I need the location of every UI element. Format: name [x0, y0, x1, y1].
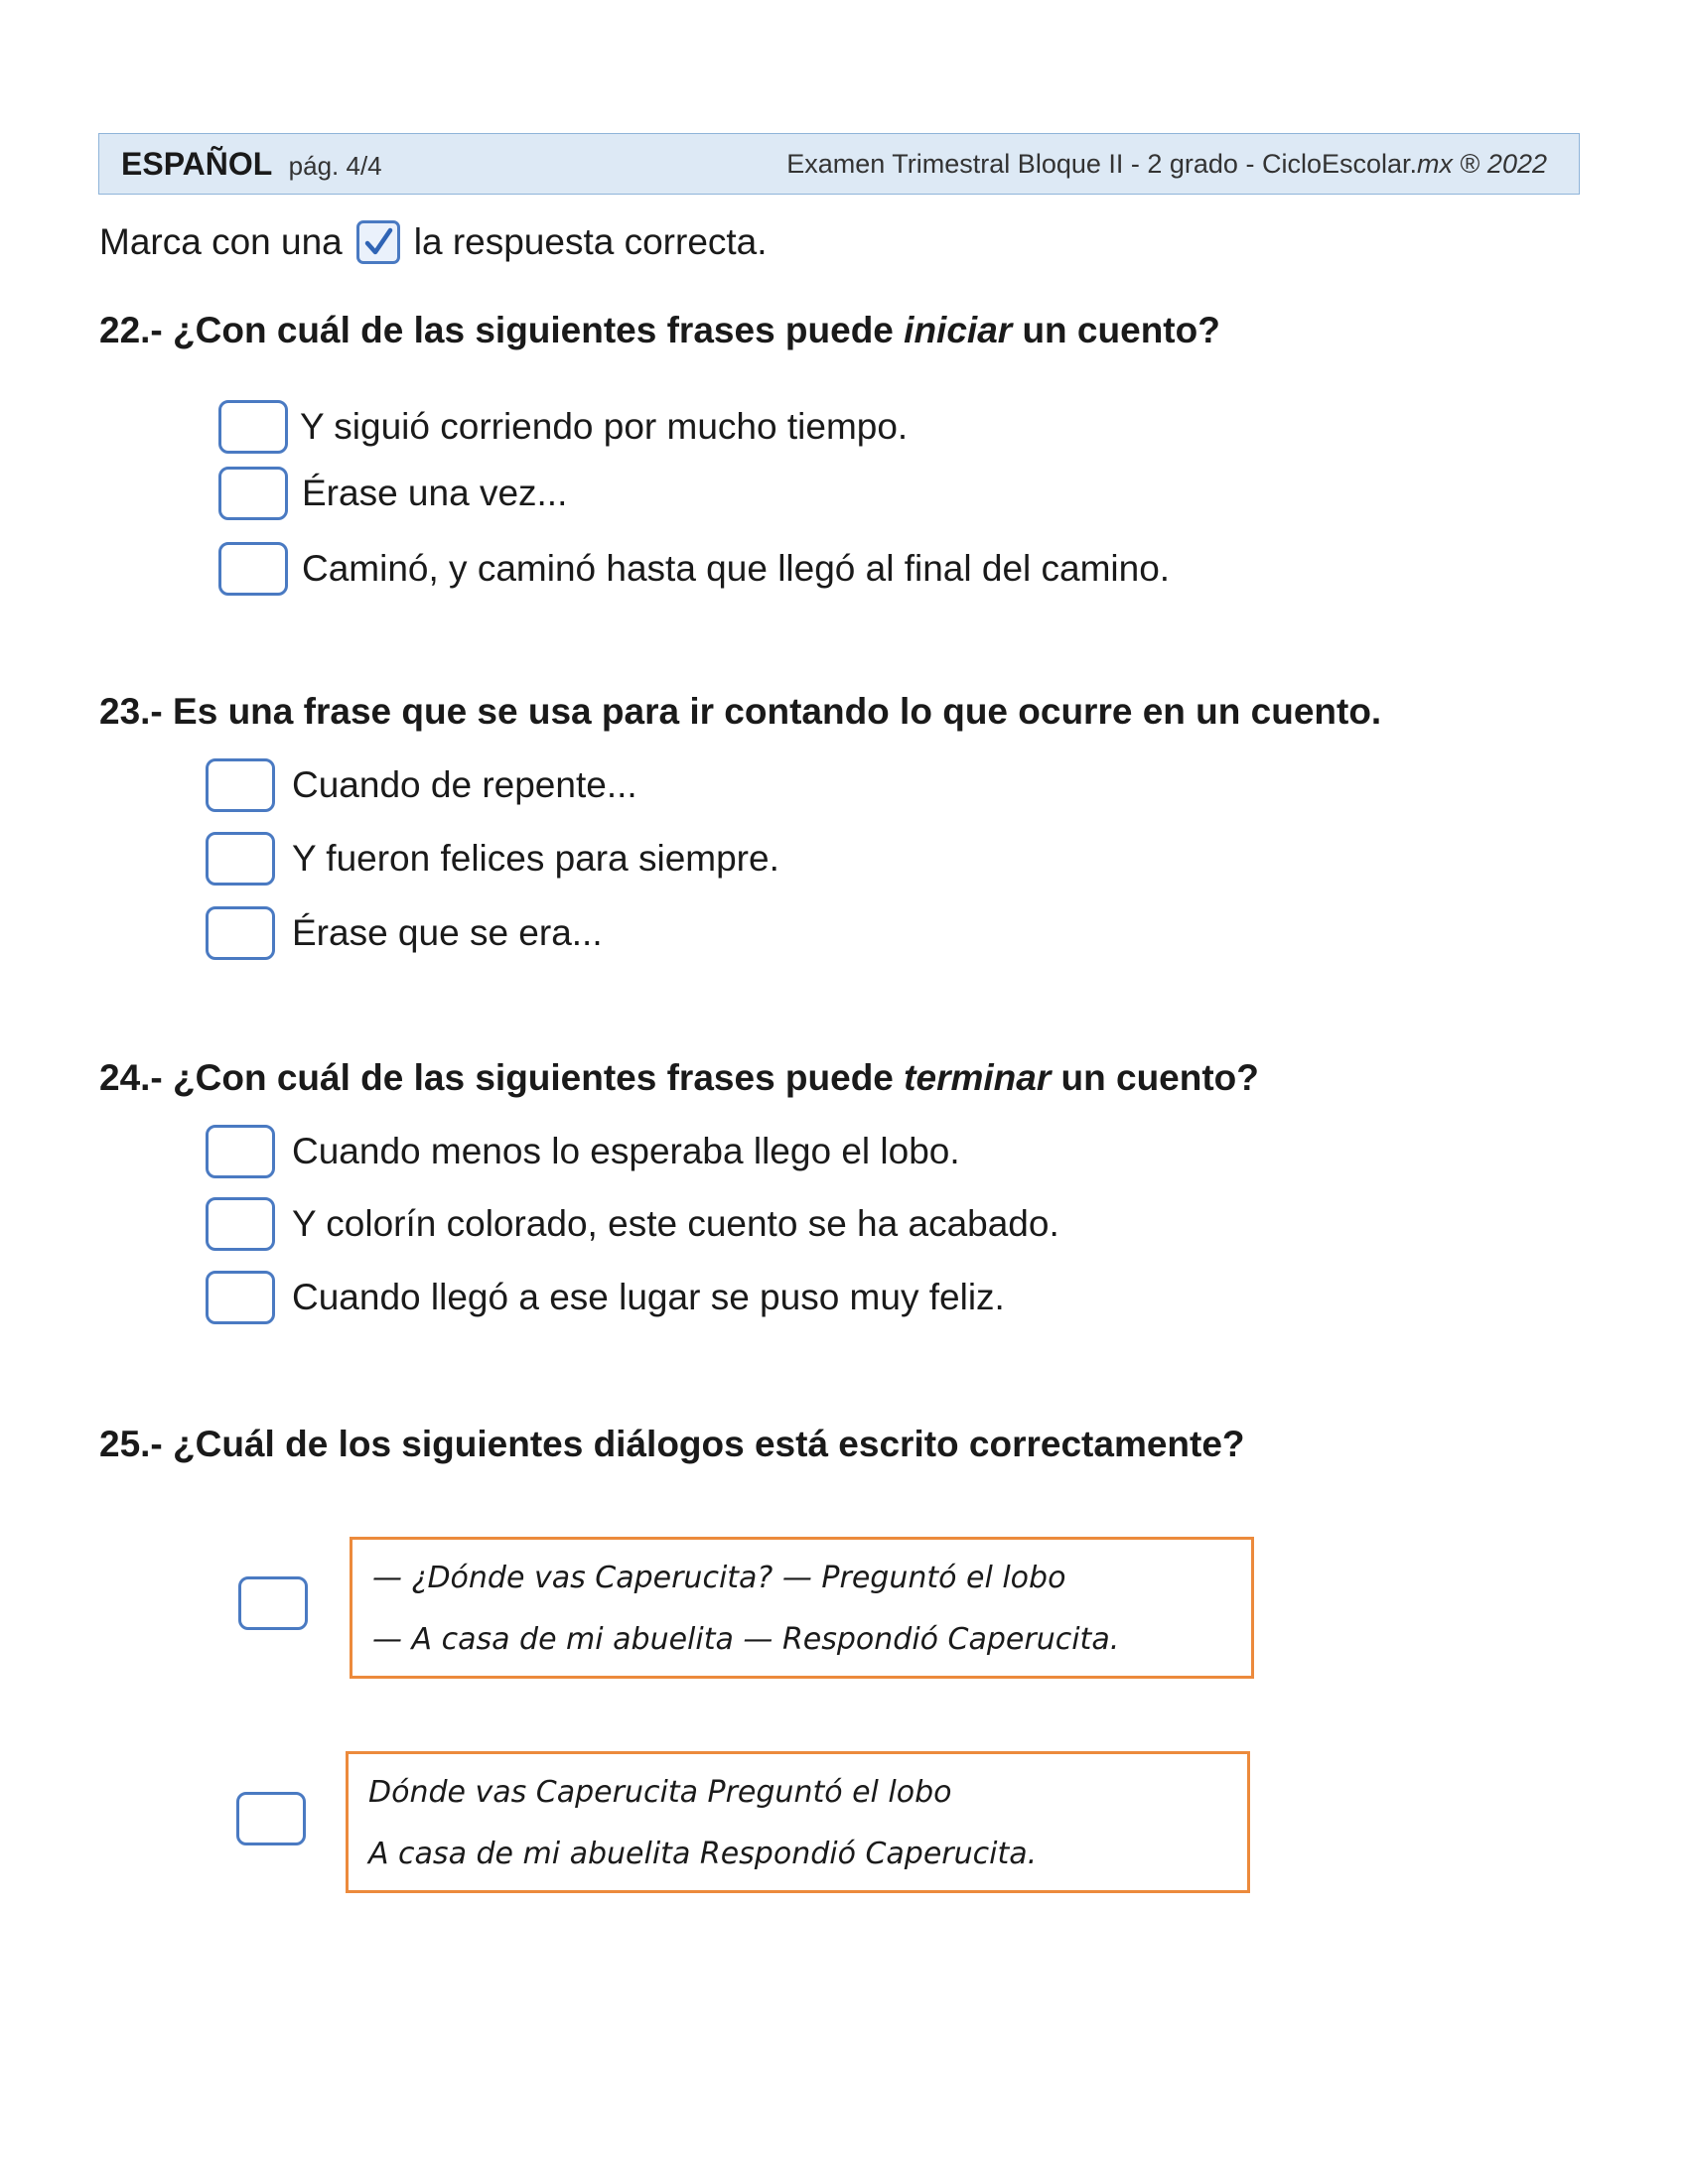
- question-24-text-emph: terminar: [904, 1057, 1052, 1098]
- question-23-number: 23.-: [99, 691, 163, 732]
- question-24: [99, 1057, 1259, 1099]
- option-text: Érase una vez...: [302, 473, 568, 513]
- answer-checkbox[interactable]: [238, 1576, 308, 1630]
- option-text: Y colorín colorado, este cuento se ha acabado.: [292, 1203, 1059, 1244]
- answer-checkbox[interactable]: [206, 758, 275, 812]
- question-24-option-1: [206, 1125, 960, 1178]
- dialog-line: A casa de mi abuelita Respondió Caperucita.: [368, 1837, 1038, 1871]
- question-23-option-2: [206, 832, 779, 886]
- instruction: [99, 220, 768, 264]
- option-text: Cuando menos lo esperaba llego el lobo.: [292, 1131, 960, 1171]
- question-22-text-before: ¿Con cuál de las siguientes frases puede: [162, 310, 905, 350]
- instruction-after: la respuesta correcta.: [413, 221, 768, 262]
- option-text: Y siguió corriendo por mucho tiempo.: [300, 406, 909, 447]
- option-text: Cuando llegó a ese lugar se puso muy feliz.: [292, 1277, 1005, 1317]
- question-22: [99, 310, 1220, 351]
- exam-info-prefix: Examen Trimestral Bloque II - 2 grado - CicloEscolar.: [786, 148, 1418, 179]
- question-22-number: 22.-: [99, 310, 163, 350]
- question-23-text: Es una frase que se usa para ir contando lo que ocurre en un cuento.: [162, 691, 1382, 732]
- option-text: Érase que se era...: [292, 912, 603, 953]
- question-23-option-1: [206, 758, 637, 812]
- option-text: Y fueron felices para siempre.: [292, 838, 779, 879]
- checkmark-icon: [356, 220, 400, 264]
- question-24-text-after: un cuento?: [1051, 1057, 1259, 1098]
- question-23-option-3: [206, 906, 603, 960]
- exam-info: [786, 149, 1547, 180]
- question-22-option-2: [218, 467, 567, 520]
- question-23: [99, 691, 1381, 733]
- answer-checkbox[interactable]: [206, 1125, 275, 1178]
- exam-info-year: 2022: [1486, 148, 1547, 179]
- header-left: [121, 146, 382, 183]
- question-25: [99, 1424, 1245, 1465]
- question-25-option-1-checkbox: [238, 1576, 308, 1630]
- answer-checkbox[interactable]: [236, 1792, 306, 1845]
- option-text: Cuando de repente...: [292, 764, 637, 805]
- question-24-option-3: [206, 1271, 1005, 1324]
- question-24-text-before: ¿Con cuál de las siguientes frases puede: [162, 1057, 905, 1098]
- dialog-line: — A casa de mi abuelita — Respondió Caperucita.: [372, 1622, 1120, 1657]
- answer-checkbox[interactable]: [206, 1197, 275, 1251]
- dialog-option-2: [346, 1751, 1250, 1893]
- subject-title: ESPAÑOL: [121, 145, 273, 182]
- question-22-text-emph: iniciar: [904, 310, 1013, 350]
- option-text: Caminó, y caminó hasta que llegó al final del camino.: [302, 548, 1171, 589]
- exam-info-mx: mx: [1417, 148, 1454, 179]
- answer-checkbox[interactable]: [218, 542, 288, 596]
- question-22-text-after: un cuento?: [1012, 310, 1220, 350]
- answer-checkbox[interactable]: [206, 906, 275, 960]
- dialog-line: — ¿Dónde vas Caperucita? — Preguntó el lobo: [372, 1561, 1066, 1595]
- answer-checkbox[interactable]: [206, 1271, 275, 1324]
- answer-checkbox[interactable]: [218, 400, 288, 454]
- question-22-option-3: [218, 542, 1170, 596]
- page-header: [98, 133, 1580, 195]
- answer-checkbox[interactable]: [206, 832, 275, 886]
- question-24-number: 24.-: [99, 1057, 163, 1098]
- question-22-option-1: [218, 400, 908, 454]
- answer-checkbox[interactable]: [218, 467, 288, 520]
- page-number: pág. 4/4: [288, 150, 382, 181]
- question-25-option-2-checkbox: [236, 1792, 306, 1845]
- question-25-number: 25.-: [99, 1424, 163, 1464]
- question-24-option-2: [206, 1197, 1059, 1251]
- dialog-option-1: [350, 1537, 1254, 1679]
- question-25-text: ¿Cuál de los siguientes diálogos está escrito correctamente?: [162, 1424, 1245, 1464]
- instruction-before: Marca con una: [99, 221, 343, 262]
- exam-info-registered: ®: [1453, 148, 1487, 179]
- dialog-line: Dónde vas Caperucita Preguntó el lobo: [368, 1775, 952, 1810]
